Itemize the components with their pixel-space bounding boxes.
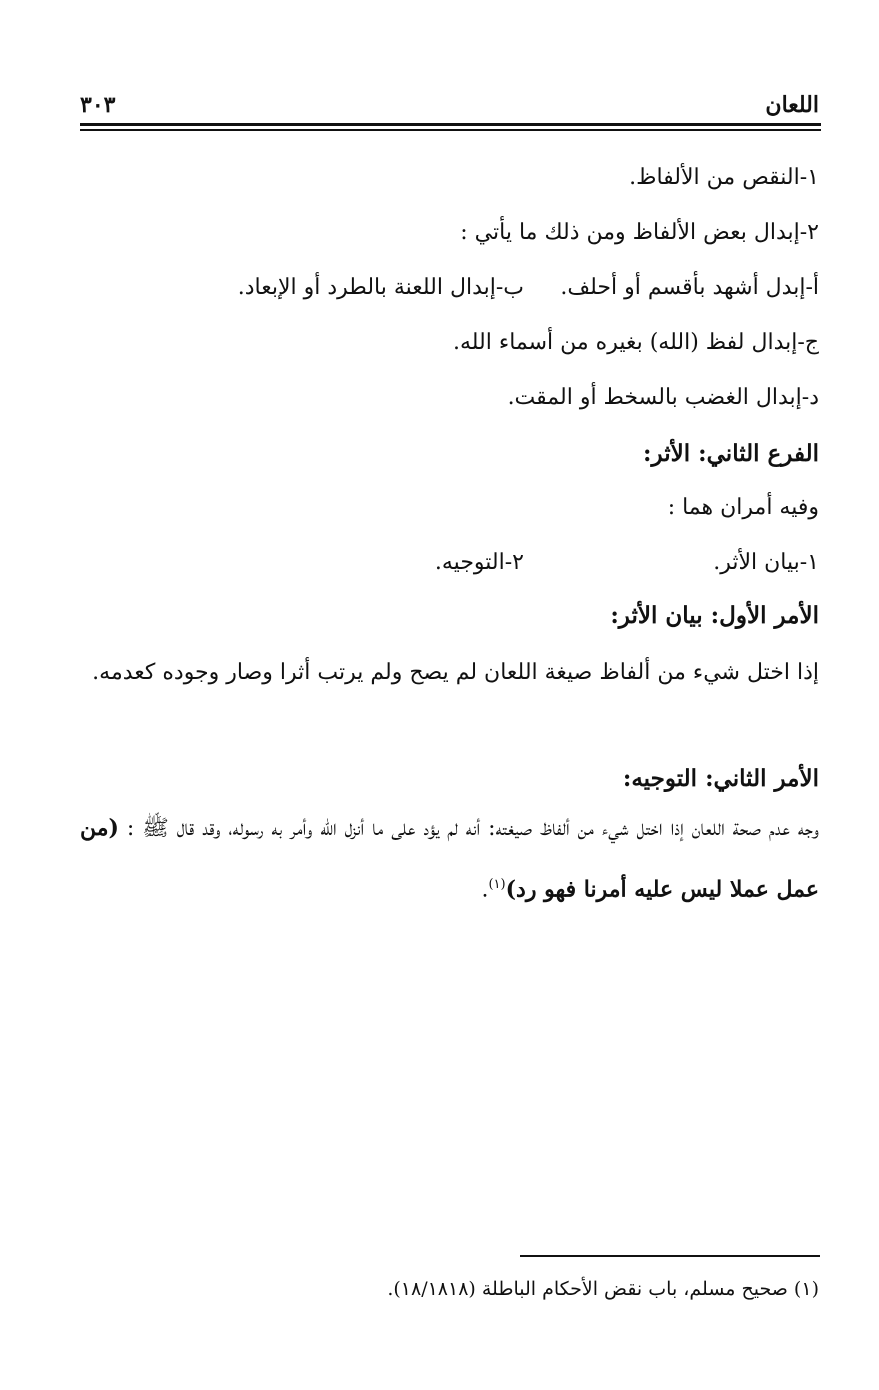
header-rule-thin (80, 129, 821, 131)
list-item-1: ١-النقص من الألفاظ. (629, 165, 819, 190)
paragraph-effect: إذا اختل شيء من ألفاظ صيغة اللعان لم يصح ولم يرتب أثرا وصار وجوده كعدمه. (92, 660, 819, 685)
paragraph-text: وجه عدم صحة اللعان إذا اختل شيء من ألفاظ صيغته: أنه لم يؤد على ما أنزل الله وأمر به رسوله، وقد قال ﷺ : (118, 816, 819, 841)
footnote: (١) صحيح مسلم، باب نقض الأحكام الباطلة (١٨/١٨١٨). (387, 1278, 819, 1300)
chapter-title: اللعان (765, 92, 819, 118)
footnote-ref: (١) (488, 877, 506, 892)
header-rule-thick (80, 123, 821, 126)
list-item-c: ج-إبدال لفظ (الله) بغيره من أسماء الله. (452, 330, 819, 355)
hadith-quote: (من عمل عملا ليس عليه أمرنا فهو رد) (80, 815, 819, 903)
page-number: ٣٠٣ (80, 92, 116, 118)
item-justification: ٢-التوجيه. (434, 550, 524, 575)
section-heading-effect: الفرع الثاني: الأثر: (643, 440, 819, 467)
paragraph-justification (80, 800, 819, 918)
list-item-b: ب-إبدال اللعنة بالطرد أو الإبعاد. (237, 275, 524, 300)
list-item-2: ٢-إبدال بعض الألفاظ ومن ذلك ما يأتي : (460, 220, 819, 245)
list-item-d: د-إبدال الغضب بالسخط أو المقت. (507, 385, 819, 410)
footnote-separator (520, 1255, 820, 1257)
paragraph-end: . (481, 877, 489, 903)
heading-second-matter: الأمر الثاني: التوجيه: (622, 765, 819, 792)
intro-line: وفيه أمران هما : (667, 495, 819, 520)
item-effect: ١-بيان الأثر. (713, 550, 819, 575)
page-header (80, 90, 819, 120)
heading-first-matter: الأمر الأول: بيان الأثر: (610, 602, 819, 629)
list-item-a: أ-إبدل أشهد بأقسم أو أحلف. (560, 275, 819, 300)
